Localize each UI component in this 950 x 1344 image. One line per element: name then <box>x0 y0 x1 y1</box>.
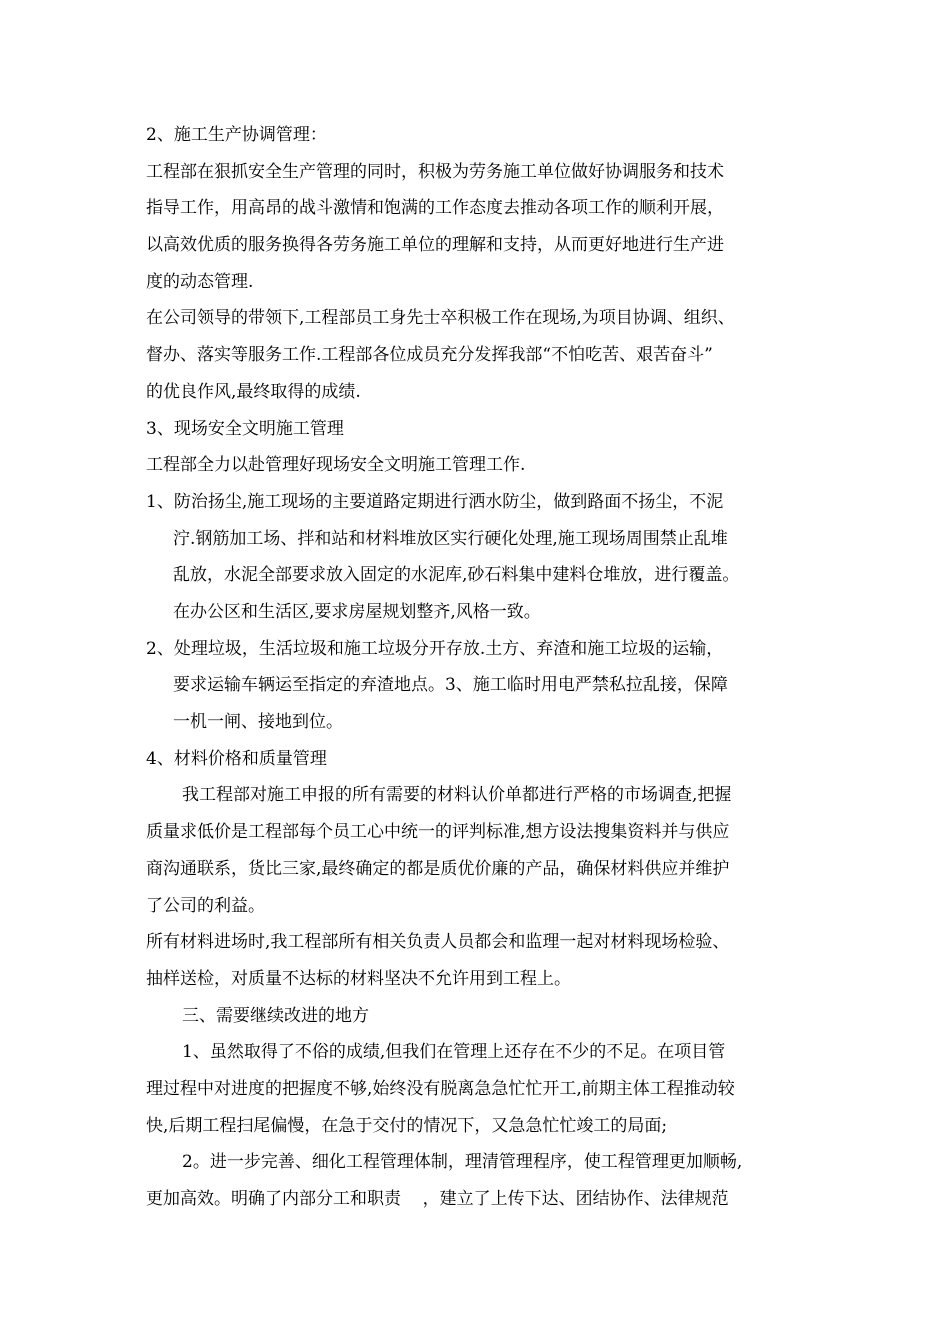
list-item-line: 泞.钢筋加工场、拌和站和材料堆放区实行硬化处理,施工现场周围禁止乱堆 <box>173 529 728 549</box>
text-line: 工程部全力以赴管理好现场安全文明施工管理工作. <box>146 455 526 475</box>
list-item-line: 1、防治扬尘,施工现场的主要道路定期进行洒水防尘，做到路面不扬尘，不泥 <box>146 492 724 512</box>
text-line: 2。进一步完善、细化工程管理体制，理清管理程序，使工程管理更加顺畅, <box>182 1152 743 1172</box>
text-line: 督办、落实等服务工作.工程部各位成员充分发挥我部“不怕吃苦、艰苦奋斗” <box>146 345 713 365</box>
text-line: 我工程部对施工申报的所有需要的材料认价单都进行严格的市场调查,把握 <box>182 785 732 805</box>
text-line: 商沟通联系，货比三家,最终确定的都是质优价廉的产品，确保材料供应并维护 <box>146 859 730 879</box>
text-line: 了公司的利益。 <box>146 896 265 916</box>
text-line: 以高效优质的服务换得各劳务施工单位的理解和支持，从而更好地进行生产进 <box>146 235 724 255</box>
section-heading: 三、需要继续改进的地方 <box>182 1006 369 1026</box>
text-line: 所有材料进场时,我工程部所有相关负责人员都会和监理一起对材料现场检验、 <box>146 932 730 952</box>
section-heading: 4、材料价格和质量管理 <box>146 749 327 769</box>
text-line: 更加高效。明确了内部分工和职责 ，建立了上传下达、团结协作、法律规范 <box>146 1189 729 1209</box>
text-line: 抽样送检，对质量不达标的材料坚决不允许用到工程上。 <box>146 969 571 989</box>
text-line: 理过程中对进度的把握度不够,始终没有脱离急急忙忙开工,前期主体工程推动较 <box>146 1079 735 1099</box>
text-line: 在公司领导的带领下,工程部员工身先士卒积极工作在现场,为项目协调、组织、 <box>146 308 735 328</box>
section-heading: 2、施工生产协调管理： <box>146 125 327 145</box>
list-item-line: 2、处理垃圾，生活垃圾和施工垃圾分开存放.土方、弃渣和施工垃圾的运输， <box>146 639 724 659</box>
text-line: 1、虽然取得了不俗的成绩,但我们在管理上还存在不少的不足。在项目管 <box>182 1042 726 1062</box>
text-line: 工程部在狠抓安全生产管理的同时，积极为劳务施工单位做好协调服务和技术 <box>146 162 724 182</box>
list-item-line: 在办公区和生活区,要求房屋规划整齐,风格一致。 <box>173 602 541 622</box>
text-line: 快,后期工程扫尾偏慢，在急于交付的情况下，又急急忙忙竣工的局面; <box>146 1116 668 1136</box>
section-heading: 3、现场安全文明施工管理 <box>146 419 344 439</box>
list-item-line: 一机一闸、接地到位。 <box>173 712 343 732</box>
text-line: 的优良作风,最终取得的成绩. <box>146 382 361 402</box>
text-line: 度的动态管理. <box>146 272 254 292</box>
text-line: 指导工作，用高昂的战斗激情和饱满的工作态度去推动各项工作的顺利开展， <box>146 198 724 218</box>
list-item-line: 要求运输车辆运至指定的弃渣地点。3、施工临时用电严禁私拉乱接，保障 <box>173 675 728 695</box>
list-item-line: 乱放，水泥全部要求放入固定的水泥库,砂石料集中建料仓堆放，进行覆盖。 <box>173 565 740 585</box>
text-line: 质量求低价是工程部每个员工心中统一的评判标准,想方设法搜集资料并与供应 <box>146 822 730 842</box>
